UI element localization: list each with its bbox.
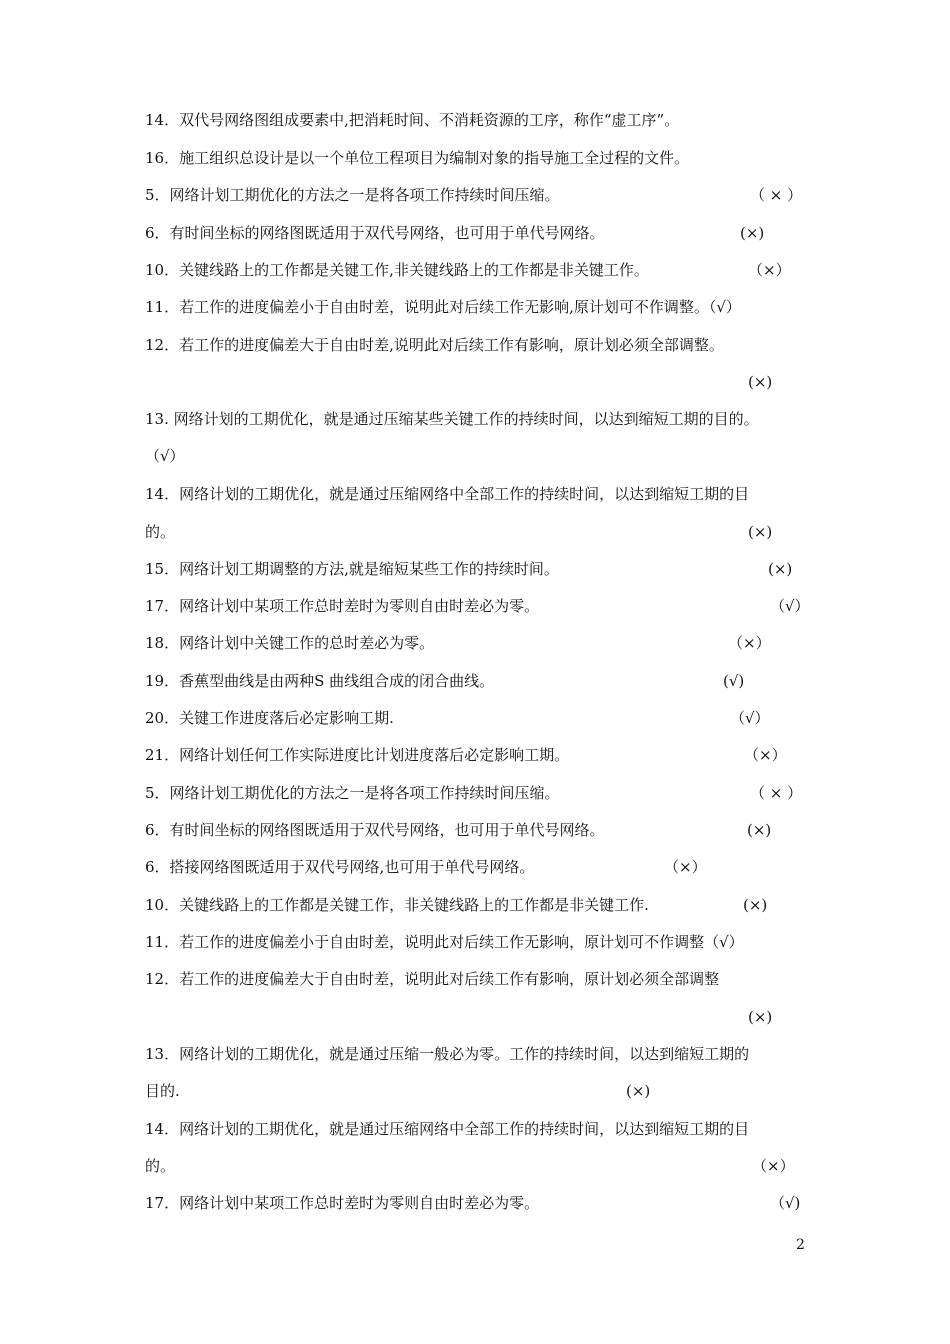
answer-mark: (×) <box>740 224 765 242</box>
answer-mark: （×） <box>748 261 791 279</box>
item-line: （√） <box>145 447 185 465</box>
answer-mark: （√） <box>730 709 770 727</box>
answer-mark: （×） <box>752 1157 795 1175</box>
item-line: 6．有时间坐标的网络图既适用于双代号网络，也可用于单代号网络。 <box>145 821 605 839</box>
item-line: 10．关键线路上的工作都是关键工作，非关键线路上的工作都是非关键工作. <box>145 896 649 914</box>
answer-mark: （ × ） <box>750 186 803 204</box>
item-line: 13. 网络计划的工期优化，就是通过压缩某些关键工作的持续时间，以达到缩短工期的目的。 <box>145 410 759 428</box>
item-line: 16．施工组织总设计是以一个单位工程项目为编制对象的指导施工全过程的文件。 <box>145 149 690 167</box>
item-line: 12．若工作的进度偏差大于自由时差,说明此对后续工作有影响，原计划必须全部调整。 <box>145 336 724 354</box>
item-line: 10．关键线路上的工作都是关键工作,非关键线路上的工作都是非关键工作。 <box>145 261 649 279</box>
item-line: 21．网络计划任何工作实际进度比计划进度落后必定影响工期。 <box>145 746 570 764</box>
item-line: 13．网络计划的工期优化，就是通过压缩一般必为零。工作的持续时间，以达到缩短工期的 <box>145 1045 750 1063</box>
item-line: 14．网络计划的工期优化，就是通过压缩网络中全部工作的持续时间，以达到缩短工期的目 <box>145 1120 750 1138</box>
answer-mark: (×) <box>743 896 768 914</box>
page-number: 2 <box>796 1237 805 1253</box>
item-line: 17．网络计划中某项工作总时差时为零则自由时差必为零。 <box>145 597 540 615</box>
item-line: 19．香蕉型曲线是由两种S 曲线组合成的闭合曲线。 <box>145 672 495 690</box>
item-line: 12．若工作的进度偏差大于自由时差，说明此对后续工作有影响，原计划必须全部调整 <box>145 970 720 988</box>
item-line: 11．若工作的进度偏差小于自由时差，说明此对后续工作无影响，原计划可不作调整（√） <box>145 933 744 951</box>
item-line: 15．网络计划工期调整的方法,就是缩短某些工作的持续时间。 <box>145 560 559 578</box>
answer-mark: (√) <box>723 672 745 690</box>
answer-mark: (×) <box>747 821 772 839</box>
answer-mark: (×) <box>748 1008 773 1026</box>
item-line: 14．双代号网络图组成要素中,把消耗时间、不消耗资源的工序，称作“虚工序”。 <box>145 111 680 129</box>
item-line: 6．有时间坐标的网络图既适用于双代号网络，也可用于单代号网络。 <box>145 224 605 242</box>
item-line: 目的. <box>145 1082 180 1100</box>
answer-mark: （√） <box>770 597 810 615</box>
answer-mark: (×) <box>626 1082 651 1100</box>
item-line: 14．网络计划的工期优化，就是通过压缩网络中全部工作的持续时间，以达到缩短工期的目 <box>145 485 750 503</box>
item-line: 的。 <box>145 1157 176 1175</box>
answer-mark: (×) <box>748 373 773 391</box>
item-line: 5．网络计划工期优化的方法之一是将各项工作持续时间压缩。 <box>145 186 560 204</box>
item-line: 的。 <box>145 523 176 541</box>
item-line: 17．网络计划中某项工作总时差时为零则自由时差必为零。 <box>145 1194 540 1212</box>
item-line: 5．网络计划工期优化的方法之一是将各项工作持续时间压缩。 <box>145 784 560 802</box>
answer-mark: （√) <box>770 1194 801 1212</box>
item-line: 18．网络计划中关键工作的总时差必为零。 <box>145 634 435 652</box>
answer-mark: （×） <box>664 858 707 876</box>
item-line: 6．搭接网络图既适用于双代号网络,也可用于单代号网络。 <box>145 858 535 876</box>
answer-mark: （×） <box>744 746 787 764</box>
answer-mark: (×) <box>748 523 773 541</box>
answer-mark: (×) <box>768 560 793 578</box>
answer-mark: （ × ） <box>750 784 803 802</box>
item-line: 20．关键工作进度落后必定影响工期. <box>145 709 394 727</box>
answer-mark: （×） <box>728 634 771 652</box>
item-line: 11．若工作的进度偏差小于自由时差，说明此对后续工作无影响,原计划可不作调整。（√） <box>145 298 741 316</box>
